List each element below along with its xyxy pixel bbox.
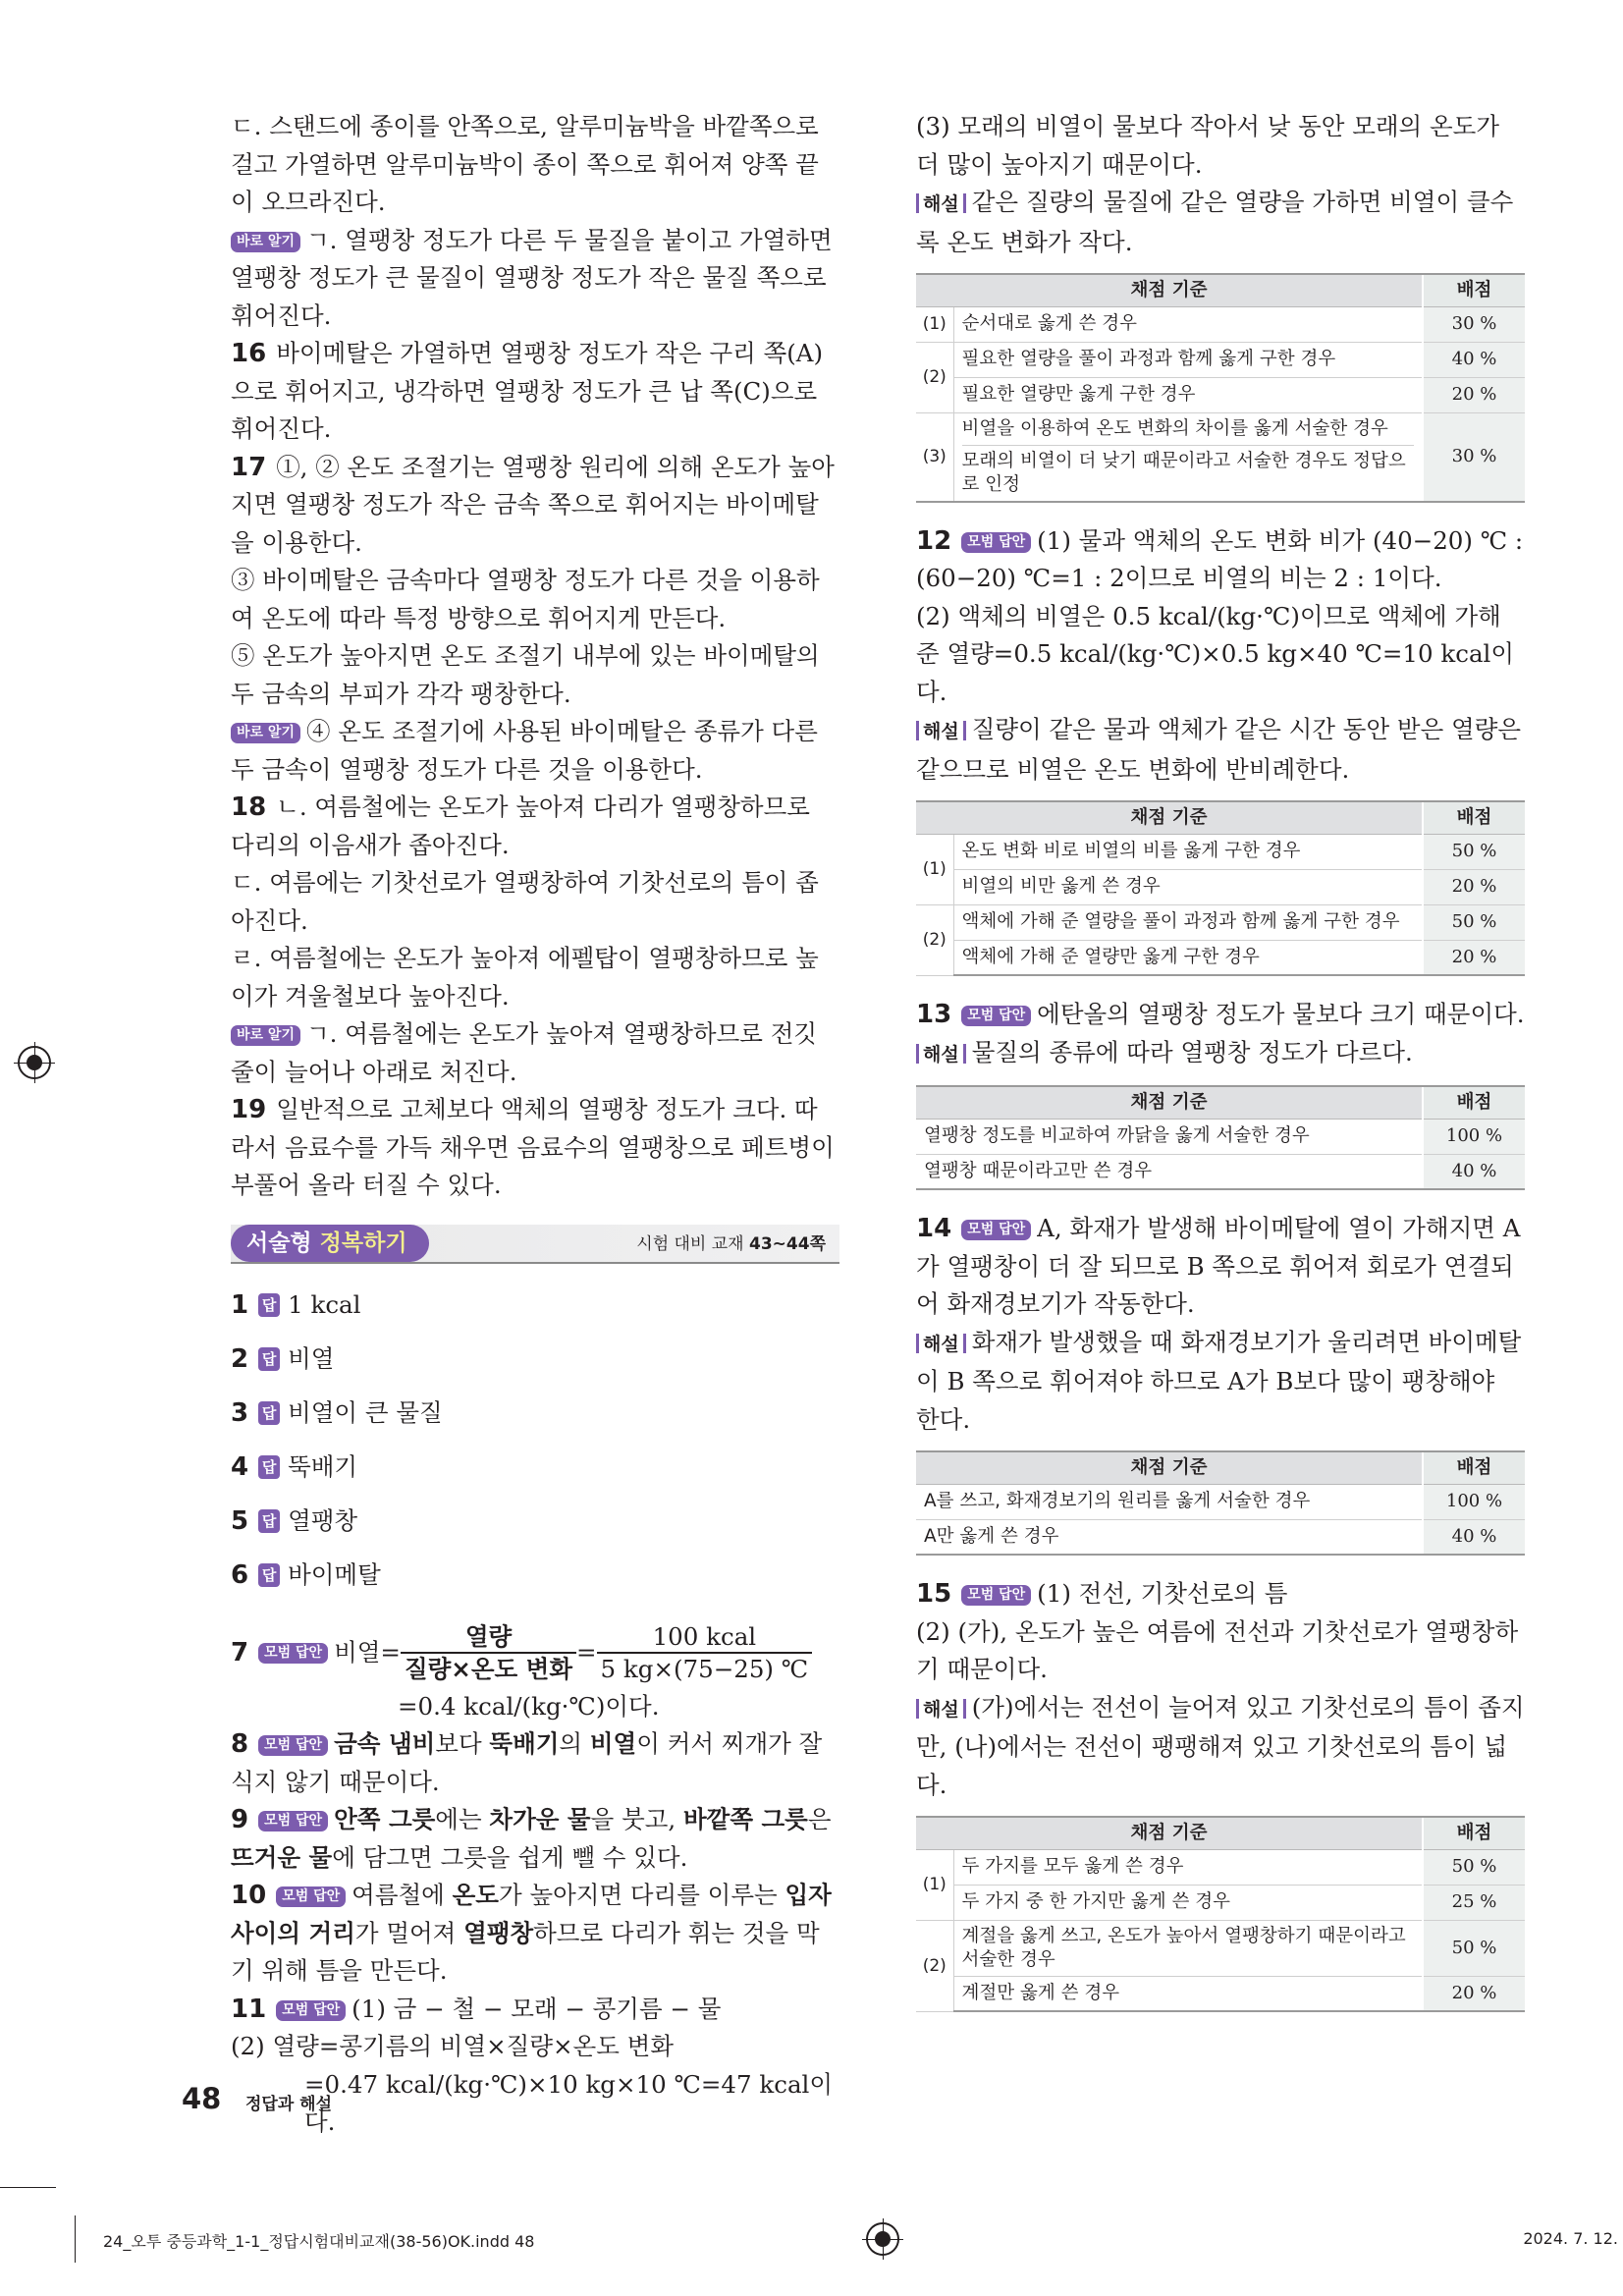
scoring-table-q11 [916, 273, 1525, 503]
keyword: 금속 냄비 [334, 1729, 436, 1758]
table-header-points: 배점 [1423, 801, 1525, 834]
model-answer-tag: 모범 답안 [276, 1886, 346, 1907]
q18-correction-text: ㄱ. 여름철에는 온도가 높아져 열팽창하므로 전깃줄이 늘어나 아래로 처진다. [231, 1019, 818, 1086]
row-label: (2) [916, 342, 953, 412]
short-answer-6 [231, 1548, 839, 1602]
table-header: 채점 기준 [916, 1086, 1423, 1119]
q11-part2: (2) 열량=콩기름의 비열×질량×온도 변화 [231, 2032, 674, 2060]
q17-answer [231, 449, 839, 563]
row-label: (2) [916, 904, 953, 975]
model-answer-tag: 모범 답안 [276, 2000, 346, 2021]
explanation-text: 질량이 같은 물과 액체가 같은 시간 동안 받은 열량은 같으므로 비열은 온도 변화에 반비례한다. [916, 715, 1522, 784]
scoring-table-q12 [916, 800, 1525, 976]
page-number: 48 [182, 2082, 222, 2115]
short-answer-text: 1 kcal [288, 1289, 361, 1319]
q8-answer [231, 1725, 839, 1801]
criterion: 계절을 옳게 쓰고, 온도가 높아서 열팽창하기 때문이라고 서술한 경우 [953, 1920, 1423, 1976]
print-date: 2024. 7. 12. [1523, 2229, 1618, 2248]
short-answer-3 [231, 1386, 839, 1440]
q11-number: 11 [231, 1994, 267, 2024]
points: 30 % [1423, 412, 1525, 502]
points: 40 % [1423, 1519, 1525, 1555]
points: 50 % [1423, 834, 1525, 869]
q19-number: 19 [231, 1095, 267, 1124]
row-label: (2) [916, 1920, 953, 2011]
points: 50 % [1423, 904, 1525, 940]
criterion: 비열의 비만 옳게 쓴 경우 [953, 869, 1423, 904]
q12-explanation [916, 711, 1525, 789]
q14-answer [916, 1210, 1525, 1324]
explanation-label: 해설 [916, 721, 966, 742]
q9-number: 9 [231, 1805, 249, 1834]
q10-answer [231, 1877, 839, 1991]
registration-mark-icon [18, 1046, 51, 1079]
criterion: 열팽창 정도를 비교하여 까닭을 옳게 서술한 경우 [916, 1119, 1423, 1154]
criterion [953, 412, 1423, 502]
explanation-text: 화재가 발생했을 때 화재경보기가 울리려면 바이메탈이 B 쪽으로 휘어져야 하므로 A가 B보다 많이 팽창해야 한다. [916, 1327, 1522, 1434]
short-answer-number: 4 [231, 1451, 249, 1482]
text: 가 멀어져 [354, 1918, 464, 1947]
left-column [231, 108, 839, 2142]
explanation-text: 물질의 종류에 따라 열팽창 정도가 다르다. [971, 1037, 1413, 1066]
crop-mark [0, 2187, 56, 2188]
answer-icon: 답 [258, 1563, 280, 1587]
file-info: 24_오투 중등과학_1-1_정답시험대비교재(38-56)OK.indd 48 [103, 2232, 535, 2251]
answer-icon: 답 [258, 1509, 280, 1533]
criterion: 열팽창 때문이라고만 쓴 경우 [916, 1154, 1423, 1189]
criterion: 두 가지를 모두 옳게 쓴 경우 [953, 1849, 1423, 1885]
text: 은 [807, 1805, 832, 1833]
q16-text: 바이메탈은 가열하면 열팽창 정도가 작은 구리 쪽(A)으로 휘어지고, 냉각하면 열팽창 정도가 큰 납 쪽(C)으로 휘어진다. [231, 339, 824, 443]
q15-part1: (1) 전선, 기찻선로의 틈 [1037, 1579, 1288, 1608]
fraction-denominator: 5 kg×(75−25) ℃ [600, 1654, 809, 1683]
criterion: 액체에 가해 준 열량만 옳게 구한 경우 [953, 940, 1423, 975]
text: 하므로 다리가 휘는 것을 막기 위해 틈을 만든다. [231, 1918, 820, 1985]
explanation-label: 해설 [916, 1334, 966, 1355]
q12-answer [916, 522, 1525, 598]
q15-explanation [916, 1689, 1525, 1805]
table-header-points: 배점 [1423, 1817, 1525, 1849]
fraction-denominator: 질량×온도 변화 [404, 1654, 573, 1683]
criterion-line: 비열을 이용하여 온도 변화의 차이를 옳게 서술한 경우 [962, 417, 1415, 446]
q15-number: 15 [916, 1579, 952, 1609]
text: 여름철에 [352, 1881, 453, 1909]
short-answer-text: 뚝배기 [288, 1451, 358, 1481]
points: 40 % [1423, 342, 1525, 377]
section-banner [231, 1225, 839, 1264]
q15-continuation: ㄷ. 스탠드에 종이를 안쪽으로, 알루미늄박을 바깥쪽으로 걸고 가열하면 알루미늄박이 종이 쪽으로 휘어져 양쪽 끝이 오므라진다. [231, 112, 819, 216]
table-header-points: 배점 [1423, 1451, 1525, 1484]
q15-correction [231, 222, 839, 336]
section-title-part1: 서술형 [246, 1230, 320, 1256]
section-title-part2: 정복하기 [319, 1230, 407, 1256]
q13-number: 13 [916, 1000, 952, 1029]
q11-part3: (3) 모래의 비열이 물보다 작아서 낮 동안 모래의 온도가 더 많이 높아지기 때문이다. [916, 112, 1500, 179]
right-column [916, 108, 1525, 2032]
q13-answer [916, 996, 1525, 1034]
text: 에 담그면 그릇을 쉽게 뺄 수 있다. [332, 1842, 688, 1872]
points: 50 % [1423, 1849, 1525, 1885]
q7-fraction-2 [597, 1622, 813, 1685]
answer-icon: 답 [258, 1293, 280, 1317]
q18-number: 18 [231, 793, 267, 822]
text: 을 붓고, [590, 1805, 683, 1833]
q7-result: =0.4 kcal/(kg·℃)이다. [398, 1691, 660, 1721]
table-header-points: 배점 [1423, 1086, 1525, 1119]
points: 100 % [1423, 1484, 1525, 1519]
points: 40 % [1423, 1154, 1525, 1189]
q18-correction [231, 1015, 839, 1091]
criterion: 필요한 열량만 옳게 구한 경우 [953, 377, 1423, 412]
criterion-line: 모래의 비열이 더 낮기 때문이라고 서술한 경우도 정답으로 인정 [961, 450, 1406, 495]
scoring-table-q13 [916, 1085, 1525, 1190]
q14-number: 14 [916, 1214, 952, 1243]
q12-number: 12 [916, 525, 952, 556]
points: 50 % [1423, 1920, 1525, 1976]
answer-icon: 답 [258, 1347, 280, 1371]
q17-text-a: ①, ② 온도 조절기는 열팽창 원리에 의해 온도가 높아지면 열팽창 정도가 작은 금속 쪽으로 휘어지는 바이메탈을 이용한다. [231, 452, 835, 557]
points: 20 % [1423, 940, 1525, 975]
row-label: (3) [916, 412, 953, 502]
q13-explanation [916, 1034, 1525, 1074]
q15-correction-text: ㄱ. 열팽창 정도가 다른 두 물질을 붙이고 가열하면 열팽창 정도가 큰 물질이 열팽창 정도가 작은 물질 쪽으로 휘어진다. [231, 225, 833, 330]
registration-mark-icon [866, 2222, 899, 2256]
q17-text-b: ③ 바이메탈은 금속마다 열팽창 정도가 다른 것을 이용하여 온도에 따라 특정 방향으로 휘어지게 만든다. [231, 566, 820, 632]
q18-text-c: ㄹ. 여름철에는 온도가 높아져 에펠탑이 열팽창하므로 높이가 겨울철보다 높아진다. [231, 944, 819, 1011]
q10-number: 10 [231, 1881, 267, 1910]
q17-correction [231, 713, 839, 789]
short-answer-number: 1 [231, 1289, 249, 1320]
q7-answer [231, 1619, 839, 1726]
text: 의 [559, 1729, 590, 1758]
table-header: 채점 기준 [916, 274, 1423, 306]
table-header: 채점 기준 [916, 1817, 1423, 1849]
q12-part1: (1) 물과 액체의 온도 변화 비가 (40−20) ℃ : (60−20) ℃=1 : 2이므로 비열의 비는 2 : 1이다. [916, 525, 1524, 592]
crop-mark [75, 2215, 76, 2263]
keyword: 안쪽 그릇 [334, 1805, 436, 1833]
q17-correction-text: ④ 온도 조절기에 사용된 바이메탈은 종류가 다른 두 금속이 열팽창 정도가 다른 것을 이용한다. [231, 717, 818, 784]
model-answer-tag: 모범 답안 [258, 1811, 328, 1831]
explanation-label: 해설 [916, 1699, 966, 1721]
q14-explanation [916, 1324, 1525, 1440]
correction-tag: 바로 알기 [231, 232, 300, 252]
q7-lhs: 비열= [334, 1638, 401, 1667]
row-label: (1) [916, 834, 953, 904]
table-header-points: 배점 [1423, 274, 1525, 306]
q13-text: 에탄올의 열팽창 정도가 물보다 크기 때문이다. [1037, 1000, 1525, 1028]
text: 에는 [435, 1805, 490, 1833]
short-answer-text: 비열 [288, 1343, 335, 1373]
q18-text-b: ㄷ. 여름에는 기찻선로가 열팽창하여 기찻선로의 틈이 좁아진다. [231, 868, 819, 935]
criterion: 액체에 가해 준 열량을 풀이 과정과 함께 옳게 구한 경우 [953, 904, 1423, 940]
points: 20 % [1423, 1976, 1525, 2011]
short-answer-text: 열팽창 [288, 1505, 358, 1535]
points: 20 % [1423, 377, 1525, 412]
keyword: 바깥쪽 그릇 [682, 1805, 808, 1833]
q18-answer [231, 789, 839, 864]
table-header: 채점 기준 [916, 801, 1423, 834]
short-answer-text: 바이메탈 [288, 1559, 381, 1589]
q11-part2-calc: =0.47 kcal/(kg·℃)×10 kg×10 ℃=47 kcal이다. [304, 2069, 834, 2136]
model-answer-tag: 모범 답안 [961, 1006, 1031, 1026]
q17-number: 17 [231, 452, 267, 482]
criterion: 순서대로 옳게 쓴 경우 [953, 306, 1423, 342]
explanation-label: 해설 [916, 1044, 966, 1066]
q7-equals: = [576, 1638, 597, 1667]
model-answer-tag: 모범 답안 [961, 1220, 1031, 1240]
q7-fraction-1 [401, 1622, 576, 1685]
correction-tag: 바로 알기 [231, 723, 300, 743]
fraction-numerator: 100 kcal [597, 1622, 813, 1654]
q18-text-a: ㄴ. 여름철에는 온도가 높아져 다리가 열팽창하므로 다리의 이음새가 좁아진다. [231, 793, 810, 859]
section-reference-label: 시험 대비 교재 [636, 1233, 750, 1254]
model-answer-tag: 모범 답안 [961, 532, 1031, 553]
text: 이 커서 찌개가 잘 식지 않기 때문이다. [231, 1729, 823, 1796]
q19-text: 일반적으로 고체보다 액체의 열팽창 정도가 크다. 따라서 음료수를 가득 채우면 음료수의 열팽창으로 페트병이 부풀어 올라 터질 수 있다. [231, 1095, 835, 1199]
q8-number: 8 [231, 1729, 249, 1759]
page-label: 정답과 해설 [245, 2095, 333, 2114]
short-answer-2 [231, 1332, 839, 1386]
criterion: A를 쓰고, 화재경보기의 원리를 옳게 서술한 경우 [916, 1484, 1423, 1519]
table-header: 채점 기준 [916, 1451, 1423, 1484]
row-label: (1) [916, 1849, 953, 1920]
scoring-table-q15 [916, 1816, 1525, 2012]
q11-explanation [916, 184, 1525, 261]
short-answer-number: 5 [231, 1505, 249, 1536]
q11-answer [231, 1991, 839, 2029]
model-answer-tag: 모범 답안 [258, 1643, 328, 1664]
keyword: 입자 사이의 거리 [231, 1881, 832, 1947]
criterion: 필요한 열량을 풀이 과정과 함께 옳게 구한 경우 [953, 342, 1423, 377]
text: 보다 [435, 1729, 490, 1758]
explanation-text: (가)에서는 전선이 늘어져 있고 기찻선로의 틈이 좁지만, (나)에서는 전선이 팽팽해져 있고 기찻선로의 틈이 넓다. [916, 1692, 1525, 1799]
q16-number: 16 [231, 339, 267, 368]
keyword: 비열 [589, 1729, 637, 1758]
model-answer-tag: 모범 답안 [961, 1585, 1031, 1606]
criterion: 계절만 옳게 쓴 경우 [953, 1976, 1423, 2011]
text: 가 높아지면 다리를 이루는 [498, 1881, 785, 1909]
short-answer-text: 비열이 큰 물질 [288, 1397, 443, 1427]
short-answer-number: 2 [231, 1343, 249, 1374]
keyword: 차가운 물 [489, 1805, 591, 1833]
q14-text: A, 화재가 발생해 바이메탈에 열이 가해지면 A가 열팽창이 더 잘 되므로 B 쪽으로 휘어져 회로가 연결되어 화재경보기가 작동한다. [916, 1214, 1521, 1318]
points: 20 % [1423, 869, 1525, 904]
q9-answer [231, 1801, 839, 1877]
q7-number: 7 [231, 1638, 249, 1668]
section-reference-pages: 43~44쪽 [749, 1233, 826, 1254]
keyword: 뜨거운 물 [231, 1842, 333, 1872]
answer-icon: 답 [258, 1401, 280, 1425]
keyword: 온도 [452, 1881, 499, 1909]
q17-text-c: ⑤ 온도가 높아지면 온도 조절기 내부에 있는 바이메탈의 두 금속의 부피가 각각 팽창한다. [231, 641, 820, 708]
section-reference [636, 1225, 826, 1264]
q11-part1: (1) 금 − 철 − 모래 − 콩기름 − 물 [352, 1994, 722, 2023]
scoring-table-q14 [916, 1450, 1525, 1556]
short-answer-list [231, 1278, 839, 1602]
criterion: 두 가지 중 한 가지만 옳게 쓴 경우 [953, 1885, 1423, 1920]
points: 30 % [1423, 306, 1525, 342]
model-answer-tag: 모범 답안 [258, 1735, 328, 1756]
correction-tag: 바로 알기 [231, 1025, 300, 1046]
short-answer-number: 3 [231, 1397, 249, 1428]
criterion: A만 옳게 쓴 경우 [916, 1519, 1423, 1555]
short-answer-1 [231, 1278, 839, 1332]
points: 25 % [1423, 1885, 1525, 1920]
short-answer-5 [231, 1494, 839, 1548]
q19-answer [231, 1091, 839, 1205]
explanation-label: 해설 [916, 193, 966, 215]
short-answer-4 [231, 1440, 839, 1494]
q15-part2: (2) (가), 온도가 높은 여름에 전선과 기찻선로가 열팽창하기 때문이다. [916, 1616, 1519, 1683]
keyword: 열팽창 [463, 1918, 534, 1947]
q15-answer [916, 1575, 1525, 1613]
section-title [231, 1225, 429, 1262]
points: 100 % [1423, 1119, 1525, 1154]
q12-part2: (2) 액체의 비열은 0.5 kcal/(kg·℃)이므로 액체에 가해 준 열량=0.5 kcal/(kg·℃)×0.5 kg×40 ℃=10 kcal이다. [916, 601, 1515, 706]
fraction-numerator: 열량 [401, 1622, 576, 1654]
row-label: (1) [916, 306, 953, 342]
criterion: 온도 변화 비로 비열의 비를 옳게 구한 경우 [953, 834, 1423, 869]
keyword: 뚝배기 [489, 1729, 560, 1758]
answer-icon: 답 [258, 1455, 280, 1479]
explanation-text: 같은 질량의 물질에 같은 열량을 가하면 비열이 클수록 온도 변화가 작다. [916, 188, 1514, 256]
short-answer-number: 6 [231, 1559, 249, 1590]
q16-answer [231, 335, 839, 449]
